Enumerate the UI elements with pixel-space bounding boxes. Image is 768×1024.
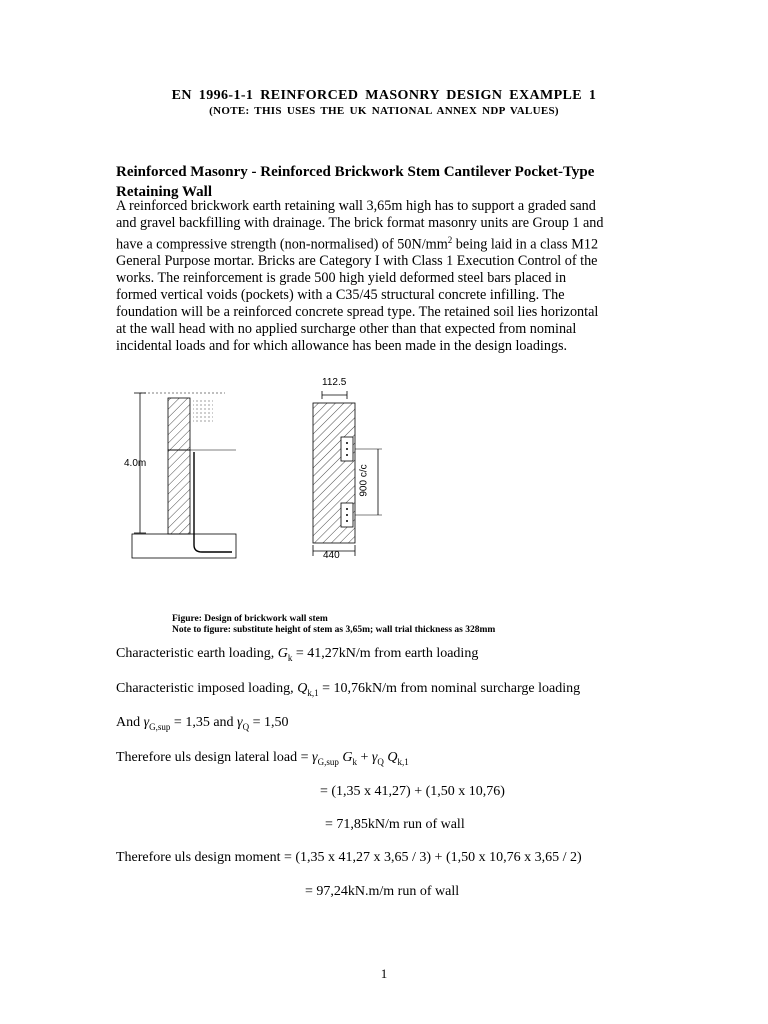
backfill-texture (193, 398, 213, 422)
intro-line: formed vertical voids (pockets) with a C35/45 structural concrete infilling. The (116, 287, 565, 304)
intro-line: works. The reinforcement is grade 500 high yield deformed steel bars placed in (116, 270, 567, 287)
intro-line: at the wall head with no applied surcharge other than that expected from nominal (116, 321, 577, 338)
calc-uls-moment: Therefore uls design moment = (1,35 x 41,27 x 3,65 / 3) + (1,50 x 10,76 x 3,65 / 2) (116, 850, 582, 865)
top-width-label: 112.5 (322, 377, 347, 388)
intro-line: have a compressive strength (non-normalised) of $50N/mm^2$ being laid in a class M12 (116, 234, 599, 253)
spacing-label: 900 c/c (358, 464, 370, 497)
calc-earth-loading: Characteristic earth loading, $G_k = 41,27kN/m$ from earth loading (116, 646, 479, 663)
wall-stem-upper (168, 398, 190, 450)
wall-elevation-diagram (132, 393, 236, 558)
document-title: EN 1996-1-1 REINFORCED MASONRY DESIGN EXAMPLE 1 (171, 88, 597, 103)
intro-line: foundation will be a reinforced concrete spread type. The retained soil lies horizontal (116, 304, 599, 321)
intro-line: incidental loads and for which allowance has been made in the design loadings. (116, 337, 568, 354)
figure-caption-note: Note to figure: substitute height of stem as 3,65m; wall trial thickness as 328mm (172, 625, 496, 635)
calc-partial-factors: And $\gamma_{G,sup} = 1,35$ and $\gamma_Q = 1,50$ (116, 715, 289, 732)
national-annex-note: (NOTE: THIS USES THE UK NATIONAL ANNEX NDP VALUES) (209, 105, 559, 117)
section-heading-line2: Retaining Wall (116, 184, 212, 200)
calc-uls-lateral-expression: = (1,35 x 41,27) + (1,50 x 10,76) (320, 784, 505, 799)
calc-uls-lateral-result: = 71,85kN/m run of wall (325, 817, 465, 832)
intro-line: A reinforced brickwork earth retaining wall 3,65m high has to support a graded sand (116, 198, 596, 214)
calc-uls-lateral-load: Therefore uls design lateral load = $\gamma_{G,sup}$ $G_k + \gamma_Q$ $Q_{k,1}$ (116, 750, 409, 767)
intro-line: and gravel backfilling with drainage. The brick format masonry units are Group 1 and (116, 214, 604, 231)
reinforcement-bar (194, 452, 232, 552)
calc-imposed-loading: Characteristic imposed loading, $Q_{k,1} = 10,76kN/m$ from nominal surcharge loading (116, 681, 581, 698)
section-heading-line1: Reinforced Masonry - Reinforced Brickwork Stem Cantilever Pocket-Type (116, 164, 595, 180)
base-width-label: 440 (323, 550, 340, 561)
calc-uls-moment-result: = 97,24kN.m/m run of wall (305, 884, 460, 899)
wall-stem-lower (168, 450, 190, 534)
foundation-base (132, 534, 236, 558)
height-label: 4.0m (124, 458, 147, 469)
figure-caption: Figure: Design of brickwork wall stem (172, 614, 328, 624)
page-number: 1 (380, 966, 388, 981)
intro-line: General Purpose mortar. Bricks are Category I with Class 1 Execution Control of the (116, 253, 598, 270)
wall-section-diagram (313, 391, 382, 556)
